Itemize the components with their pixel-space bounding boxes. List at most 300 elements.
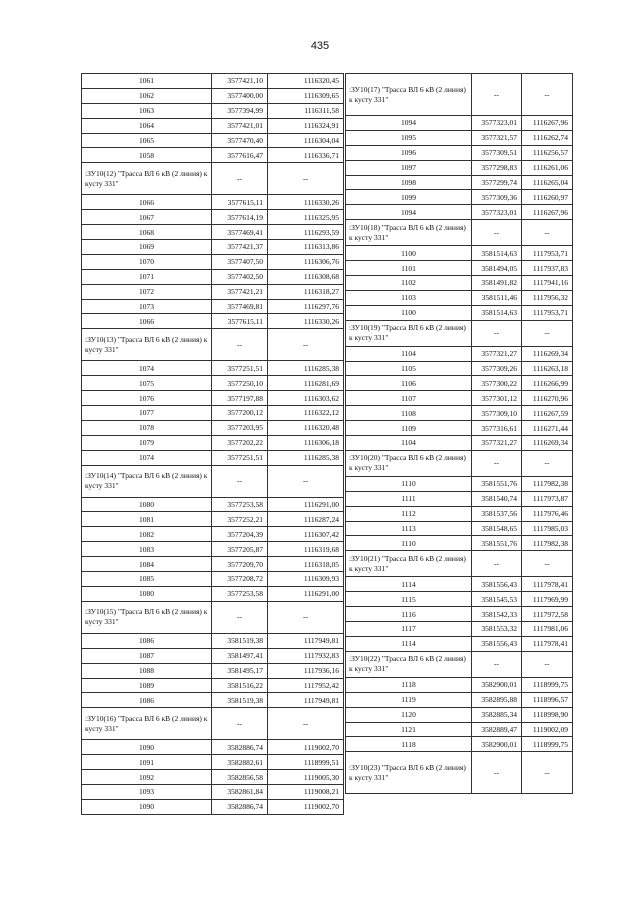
point-number: 1104 xyxy=(346,346,472,361)
table-row xyxy=(346,276,573,291)
coord-y: 1116291,00 xyxy=(268,497,344,512)
coord-y: 1117982,38 xyxy=(522,476,573,491)
coord-y: 1117932,83 xyxy=(268,648,344,663)
coord-y: 1116320,48 xyxy=(268,420,344,435)
coord-x: 3581514,63 xyxy=(472,246,522,261)
coord-y: 1117978,41 xyxy=(522,577,573,592)
point-number: 1064 xyxy=(82,118,212,133)
coord-x: 3577469,81 xyxy=(212,299,268,314)
coord-y: 1117936,16 xyxy=(268,663,344,678)
coord-x: 3577309,10 xyxy=(472,406,522,421)
point-number: 1071 xyxy=(82,269,212,284)
section-dash: -- xyxy=(522,651,573,677)
table-row xyxy=(82,527,344,542)
table-section-header xyxy=(346,651,573,677)
point-number: 1063 xyxy=(82,103,212,118)
table-row xyxy=(346,116,573,131)
coord-y: 1117985,03 xyxy=(522,521,573,536)
point-number: 1076 xyxy=(82,391,212,406)
table-row xyxy=(82,225,344,240)
table-row xyxy=(346,506,573,521)
coord-y: 1117953,71 xyxy=(522,305,573,320)
point-number: 1103 xyxy=(346,290,472,305)
table-row xyxy=(82,572,344,587)
coord-y: 1117953,71 xyxy=(522,246,573,261)
coord-y: 1117956,32 xyxy=(522,290,573,305)
coord-y: 1116285,38 xyxy=(268,361,344,376)
coord-x: 3582900,01 xyxy=(472,677,522,692)
coord-x: 3577298,83 xyxy=(472,160,522,175)
coord-x: 3581519,38 xyxy=(212,693,268,708)
point-number: 1066 xyxy=(82,195,212,210)
table-row xyxy=(82,450,344,465)
coord-x: 3581494,05 xyxy=(472,261,522,276)
coord-x: 3577251,51 xyxy=(212,361,268,376)
point-number: 1073 xyxy=(82,299,212,314)
point-number: 1079 xyxy=(82,435,212,450)
table-row xyxy=(346,406,573,421)
table-row xyxy=(346,145,573,160)
point-number: 1110 xyxy=(346,536,472,551)
coord-x: 3577407,50 xyxy=(212,254,268,269)
section-dash: -- xyxy=(472,220,522,246)
coord-y: 1118998,90 xyxy=(522,707,573,722)
point-number: 1105 xyxy=(346,361,472,376)
coord-y: 1118999,75 xyxy=(522,737,573,752)
coord-y: 1116330,26 xyxy=(268,314,344,329)
coord-x: 3581551,76 xyxy=(472,536,522,551)
table-row xyxy=(82,254,344,269)
coord-x: 3577394,99 xyxy=(212,103,268,118)
coordinates-table-left xyxy=(81,73,344,815)
table-row xyxy=(346,421,573,436)
table-section-header xyxy=(82,601,344,633)
point-number: 1120 xyxy=(346,707,472,722)
table-row xyxy=(82,770,344,785)
coord-x: 3577253,58 xyxy=(212,586,268,601)
point-number: 1058 xyxy=(82,148,212,163)
coord-x: 3581514,63 xyxy=(472,305,522,320)
point-number: 1108 xyxy=(346,406,472,421)
coord-y: 1116265,04 xyxy=(522,175,573,190)
coord-y: 1116267,59 xyxy=(522,406,573,421)
table-row xyxy=(346,491,573,506)
point-number: 1114 xyxy=(346,636,472,651)
coord-x: 3582889,47 xyxy=(472,722,522,737)
coord-x: 3577197,88 xyxy=(212,391,268,406)
table-row xyxy=(82,88,344,103)
table-row xyxy=(346,476,573,491)
section-dash: -- xyxy=(212,708,268,740)
coord-x: 3577203,95 xyxy=(212,420,268,435)
table-row xyxy=(82,269,344,284)
table-row xyxy=(82,663,344,678)
section-dash: -- xyxy=(472,752,522,794)
coord-y: 1117969,99 xyxy=(522,592,573,607)
section-dash: -- xyxy=(472,551,522,577)
point-number: 1061 xyxy=(82,74,212,89)
point-number: 1091 xyxy=(82,755,212,770)
table-row xyxy=(346,722,573,737)
section-label: :ЗУ10(23) "Трасса ВЛ 6 кВ (2 линия) к кусту 331" xyxy=(346,752,472,794)
table-row xyxy=(346,361,573,376)
table-row xyxy=(82,799,344,814)
point-number: 1106 xyxy=(346,376,472,391)
table-row xyxy=(346,622,573,637)
point-number: 1094 xyxy=(346,205,472,220)
point-number: 1118 xyxy=(346,737,472,752)
coord-y: 1118996,57 xyxy=(522,692,573,707)
section-dash: -- xyxy=(522,450,573,476)
coord-x: 3577251,51 xyxy=(212,450,268,465)
coord-x: 3581516,22 xyxy=(212,678,268,693)
table-row xyxy=(346,391,573,406)
coord-y: 1116281,69 xyxy=(268,376,344,391)
table-row xyxy=(82,148,344,163)
point-number: 1111 xyxy=(346,491,472,506)
table-row xyxy=(346,376,573,391)
section-label: :ЗУ10(20) "Трасса ВЛ 6 кВ (2 линия) к кусту 331" xyxy=(346,450,472,476)
coord-y: 1116287,24 xyxy=(268,512,344,527)
point-number: 1078 xyxy=(82,420,212,435)
table-section-header xyxy=(346,220,573,246)
coord-y: 1118999,51 xyxy=(268,755,344,770)
section-label: :ЗУ10(18) "Трасса ВЛ 6 кВ (2 линия) к кусту 331" xyxy=(346,220,472,246)
point-number: 1069 xyxy=(82,240,212,255)
coord-x: 3577204,39 xyxy=(212,527,268,542)
table-row xyxy=(82,512,344,527)
table-row xyxy=(346,305,573,320)
coord-x: 3582895,88 xyxy=(472,692,522,707)
table-row xyxy=(82,103,344,118)
table-row xyxy=(82,314,344,329)
table-row xyxy=(82,586,344,601)
section-dash: -- xyxy=(212,163,268,195)
coord-y: 1117982,38 xyxy=(522,536,573,551)
point-number: 1100 xyxy=(346,246,472,261)
table-row xyxy=(346,261,573,276)
point-number: 1116 xyxy=(346,607,472,622)
table-section-header xyxy=(82,465,344,497)
coord-y: 1119008,21 xyxy=(268,784,344,799)
point-number: 1119 xyxy=(346,692,472,707)
coord-x: 3581519,38 xyxy=(212,633,268,648)
section-label: :ЗУ10(19) "Трасса ВЛ 6 кВ (2 линия) к кусту 331" xyxy=(346,320,472,346)
coord-y: 1116318,27 xyxy=(268,284,344,299)
table-row xyxy=(346,536,573,551)
coord-x: 3582882,61 xyxy=(212,755,268,770)
point-number: 1074 xyxy=(82,361,212,376)
coord-y: 1116307,42 xyxy=(268,527,344,542)
coord-y: 1116270,96 xyxy=(522,391,573,406)
coord-y: 1119002,70 xyxy=(268,799,344,814)
coord-y: 1116311,58 xyxy=(268,103,344,118)
coord-x: 3581495,17 xyxy=(212,663,268,678)
coord-x: 3581491,82 xyxy=(472,276,522,291)
point-number: 1093 xyxy=(82,784,212,799)
point-number: 1115 xyxy=(346,592,472,607)
coord-x: 3577615,11 xyxy=(212,195,268,210)
coord-x: 3577301,12 xyxy=(472,391,522,406)
coord-x: 3577469,41 xyxy=(212,225,268,240)
section-label: :ЗУ10(12) "Трасса ВЛ 6 кВ (2 линия) к кусту 331" xyxy=(82,163,212,195)
coord-x: 3581540,74 xyxy=(472,491,522,506)
table-row xyxy=(82,284,344,299)
table-row xyxy=(346,636,573,651)
table-row xyxy=(82,435,344,450)
table-row xyxy=(346,130,573,145)
coord-x: 3582856,58 xyxy=(212,770,268,785)
point-number: 1088 xyxy=(82,663,212,678)
point-number: 1066 xyxy=(82,314,212,329)
coord-y: 1116262,74 xyxy=(522,130,573,145)
coord-x: 3577316,61 xyxy=(472,421,522,436)
point-number: 1107 xyxy=(346,391,472,406)
section-dash: -- xyxy=(522,551,573,577)
section-dash: -- xyxy=(268,163,344,195)
section-dash: -- xyxy=(522,752,573,794)
table-section-header xyxy=(346,752,573,794)
table-row xyxy=(82,542,344,557)
coord-x: 3577616,47 xyxy=(212,148,268,163)
point-number: 1092 xyxy=(82,770,212,785)
coord-x: 3577321,57 xyxy=(472,130,522,145)
table-row xyxy=(82,240,344,255)
coord-y: 1116303,62 xyxy=(268,391,344,406)
section-dash: -- xyxy=(212,465,268,497)
coord-y: 1116261,06 xyxy=(522,160,573,175)
table-row xyxy=(82,118,344,133)
table-section-header xyxy=(346,320,573,346)
coord-x: 3577208,72 xyxy=(212,572,268,587)
point-number: 1102 xyxy=(346,276,472,291)
point-number: 1080 xyxy=(82,586,212,601)
section-dash: -- xyxy=(268,465,344,497)
table-row xyxy=(82,391,344,406)
point-number: 1082 xyxy=(82,527,212,542)
point-number: 1096 xyxy=(346,145,472,160)
coord-y: 1116285,38 xyxy=(268,450,344,465)
point-number: 1067 xyxy=(82,210,212,225)
coord-y: 1116293,59 xyxy=(268,225,344,240)
coord-x: 3577402,50 xyxy=(212,269,268,284)
section-dash: -- xyxy=(522,74,573,116)
coord-x: 3577202,22 xyxy=(212,435,268,450)
coord-y: 1117972,58 xyxy=(522,607,573,622)
coord-x: 3577321,27 xyxy=(472,346,522,361)
coord-y: 1116330,26 xyxy=(268,195,344,210)
table-section-header xyxy=(82,329,344,361)
point-number: 1121 xyxy=(346,722,472,737)
table-row xyxy=(346,521,573,536)
point-number: 1090 xyxy=(82,799,212,814)
section-label: :ЗУ10(17) "Трасса ВЛ 6 кВ (2 линия) к кусту 331" xyxy=(346,74,472,116)
point-number: 1087 xyxy=(82,648,212,663)
point-number: 1117 xyxy=(346,622,472,637)
point-number: 1095 xyxy=(346,130,472,145)
point-number: 1104 xyxy=(346,436,472,451)
table-section-header xyxy=(82,708,344,740)
coord-x: 3577205,87 xyxy=(212,542,268,557)
coord-y: 1117952,42 xyxy=(268,678,344,693)
coord-x: 3582886,74 xyxy=(212,740,268,755)
coord-y: 1116322,12 xyxy=(268,406,344,421)
point-number: 1072 xyxy=(82,284,212,299)
coord-x: 3577309,36 xyxy=(472,190,522,205)
table-row xyxy=(346,346,573,361)
section-dash: -- xyxy=(472,651,522,677)
section-dash: -- xyxy=(522,320,573,346)
coord-y: 1116309,65 xyxy=(268,88,344,103)
coord-y: 1116267,96 xyxy=(522,205,573,220)
point-number: 1083 xyxy=(82,542,212,557)
coord-x: 3577200,12 xyxy=(212,406,268,421)
point-number: 1110 xyxy=(346,476,472,491)
point-number: 1098 xyxy=(346,175,472,190)
section-dash: -- xyxy=(268,708,344,740)
coord-x: 3577421,01 xyxy=(212,118,268,133)
coord-x: 3577253,58 xyxy=(212,497,268,512)
point-number: 1062 xyxy=(82,88,212,103)
coord-y: 1116318,05 xyxy=(268,557,344,572)
coord-x: 3577252,21 xyxy=(212,512,268,527)
section-dash: -- xyxy=(522,220,573,246)
section-label: :ЗУ10(14) "Трасса ВЛ 6 кВ (2 линия) к кусту 331" xyxy=(82,465,212,497)
coord-y: 1116269,34 xyxy=(522,346,573,361)
table-row xyxy=(82,693,344,708)
point-number: 1097 xyxy=(346,160,472,175)
coord-y: 1116324,91 xyxy=(268,118,344,133)
table-section-header xyxy=(82,163,344,195)
coord-y: 1116256,57 xyxy=(522,145,573,160)
table-row xyxy=(346,737,573,752)
coord-y: 1117937,83 xyxy=(522,261,573,276)
coord-y: 1116325,95 xyxy=(268,210,344,225)
table-row xyxy=(346,592,573,607)
coord-x: 3577300,22 xyxy=(472,376,522,391)
coord-x: 3577250,10 xyxy=(212,376,268,391)
point-number: 1081 xyxy=(82,512,212,527)
section-dash: -- xyxy=(212,601,268,633)
table-row xyxy=(82,420,344,435)
coord-x: 3581553,32 xyxy=(472,622,522,637)
point-number: 1070 xyxy=(82,254,212,269)
table-row xyxy=(82,740,344,755)
coord-y: 1116308,68 xyxy=(268,269,344,284)
coord-x: 3581548,65 xyxy=(472,521,522,536)
coord-x: 3577421,21 xyxy=(212,284,268,299)
point-number: 1094 xyxy=(346,116,472,131)
point-number: 1099 xyxy=(346,190,472,205)
coord-x: 3581556,43 xyxy=(472,577,522,592)
coord-x: 3577321,27 xyxy=(472,436,522,451)
coord-y: 1119002,09 xyxy=(522,722,573,737)
table-row xyxy=(346,677,573,692)
coord-x: 3577400,00 xyxy=(212,88,268,103)
coord-y: 1116260,97 xyxy=(522,190,573,205)
table-row xyxy=(346,160,573,175)
table-row xyxy=(82,133,344,148)
table-row xyxy=(346,607,573,622)
coord-y: 1116291,00 xyxy=(268,586,344,601)
table-section-header xyxy=(346,74,573,116)
section-dash: -- xyxy=(472,320,522,346)
section-label: :ЗУ10(13) "Трасса ВЛ 6 кВ (2 линия) к кусту 331" xyxy=(82,329,212,361)
table-row xyxy=(346,577,573,592)
coord-y: 1116319,68 xyxy=(268,542,344,557)
point-number: 1084 xyxy=(82,557,212,572)
point-number: 1090 xyxy=(82,740,212,755)
coord-y: 1116306,18 xyxy=(268,435,344,450)
coord-y: 1116336,71 xyxy=(268,148,344,163)
section-dash: -- xyxy=(472,450,522,476)
coord-y: 1116266,99 xyxy=(522,376,573,391)
point-number: 1077 xyxy=(82,406,212,421)
table-row xyxy=(82,633,344,648)
page-number: 435 xyxy=(310,40,330,52)
coord-y: 1117978,41 xyxy=(522,636,573,651)
point-number: 1075 xyxy=(82,376,212,391)
coord-x: 3581511,46 xyxy=(472,290,522,305)
section-dash: -- xyxy=(268,329,344,361)
coord-y: 1117949,81 xyxy=(268,693,344,708)
table-row xyxy=(346,205,573,220)
coord-y: 1116306,76 xyxy=(268,254,344,269)
coord-y: 1116267,96 xyxy=(522,116,573,131)
table-row xyxy=(346,707,573,722)
section-dash: -- xyxy=(268,601,344,633)
coord-y: 1116309,93 xyxy=(268,572,344,587)
table-row xyxy=(82,210,344,225)
coord-y: 1117949,81 xyxy=(268,633,344,648)
point-number: 1113 xyxy=(346,521,472,536)
table-row xyxy=(82,648,344,663)
table-row xyxy=(346,175,573,190)
coord-y: 1116313,86 xyxy=(268,240,344,255)
coord-x: 3582885,34 xyxy=(472,707,522,722)
point-number: 1114 xyxy=(346,577,472,592)
point-number: 1086 xyxy=(82,633,212,648)
coord-x: 3582900,01 xyxy=(472,737,522,752)
coord-x: 3581556,43 xyxy=(472,636,522,651)
coord-x: 3577323,01 xyxy=(472,205,522,220)
section-dash: -- xyxy=(472,74,522,116)
coord-y: 1116271,44 xyxy=(522,421,573,436)
point-number: 1112 xyxy=(346,506,472,521)
table-row xyxy=(82,195,344,210)
coord-y: 1116304,04 xyxy=(268,133,344,148)
table-row xyxy=(82,406,344,421)
point-number: 1065 xyxy=(82,133,212,148)
point-number: 1109 xyxy=(346,421,472,436)
table-row xyxy=(346,290,573,305)
coord-x: 3582861,84 xyxy=(212,784,268,799)
table-section-header xyxy=(346,551,573,577)
point-number: 1118 xyxy=(346,677,472,692)
table-row xyxy=(82,784,344,799)
coord-y: 1117976,46 xyxy=(522,506,573,521)
table-row xyxy=(82,755,344,770)
coord-x: 3577323,01 xyxy=(472,116,522,131)
point-number: 1101 xyxy=(346,261,472,276)
point-number: 1074 xyxy=(82,450,212,465)
coord-y: 1116297,76 xyxy=(268,299,344,314)
section-label: :ЗУ10(21) "Трасса ВЛ 6 кВ (2 линия) к кусту 331" xyxy=(346,551,472,577)
coord-x: 3577421,10 xyxy=(212,74,268,89)
coord-x: 3577309,26 xyxy=(472,361,522,376)
point-number: 1086 xyxy=(82,693,212,708)
coord-y: 1118999,75 xyxy=(522,677,573,692)
